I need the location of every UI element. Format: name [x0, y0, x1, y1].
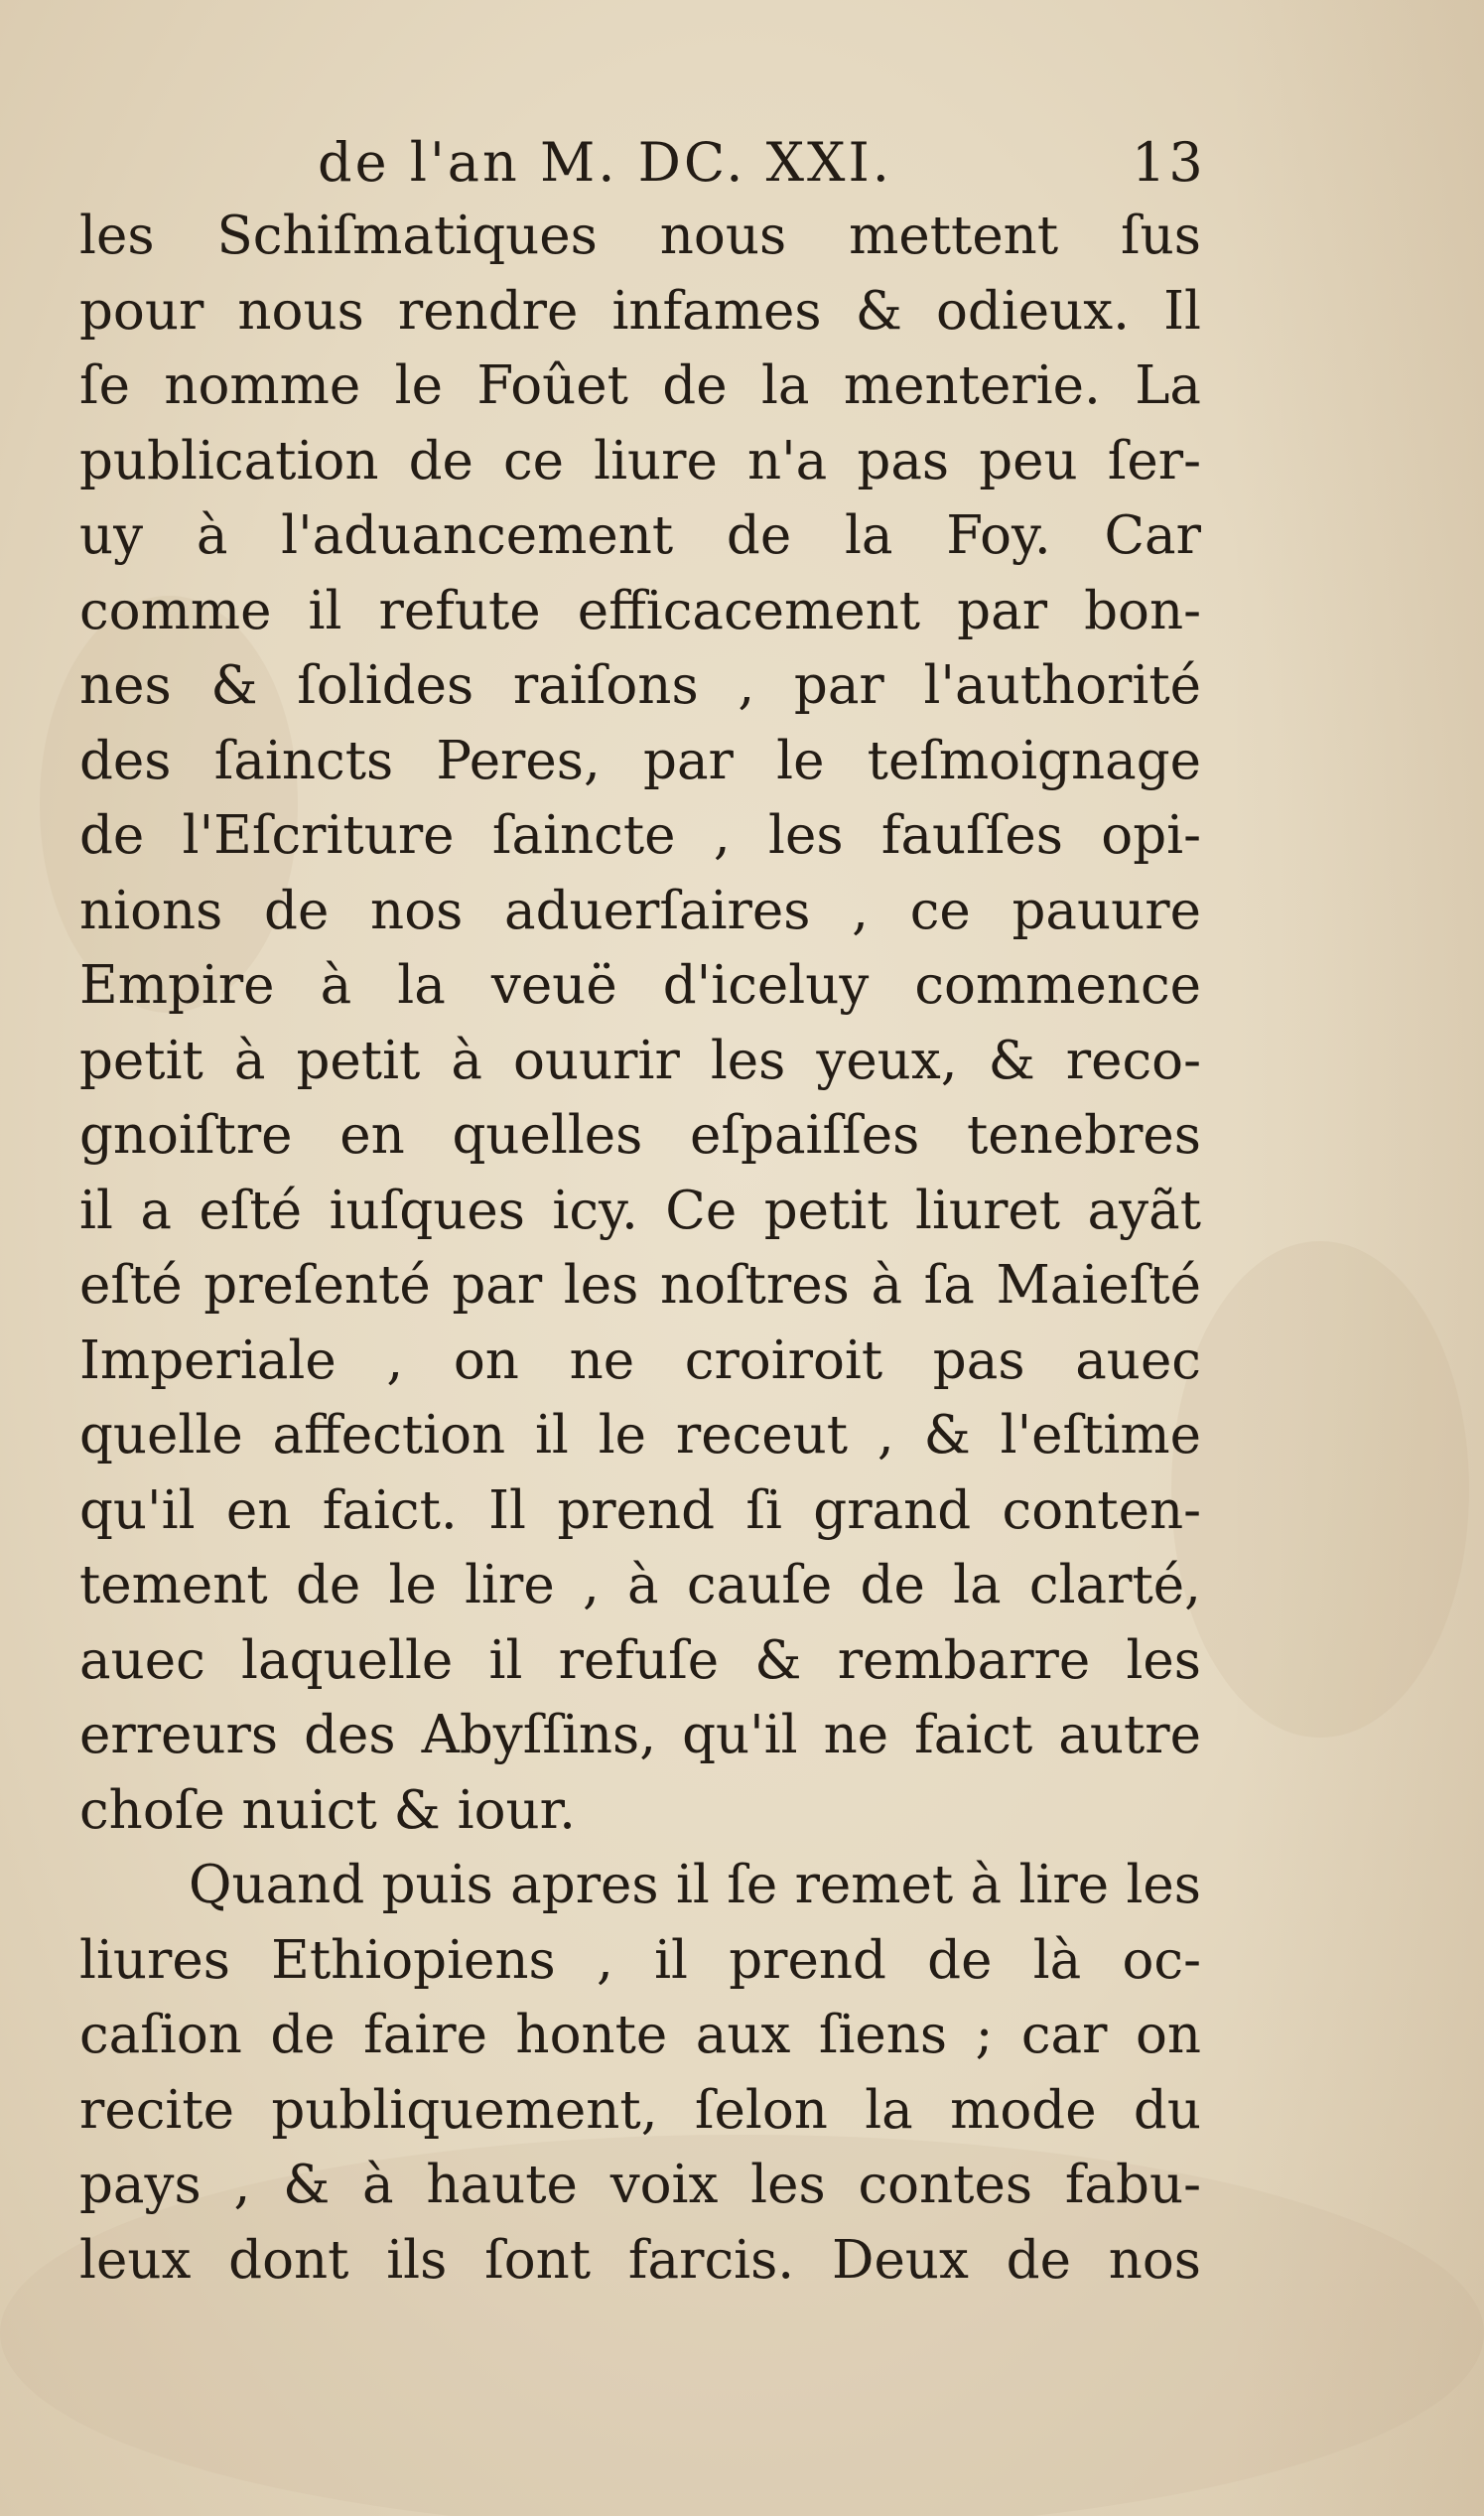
text-line: publication de ce liure n'a pas peu ſer- [79, 430, 1201, 491]
page-edge-shadow [1231, 0, 1484, 2516]
text-line: les Schiſmatiques nous mettent ſus [79, 206, 1201, 266]
page-number: 13 [1132, 131, 1206, 194]
text-line: nions de nos aduerſaires , ce pauure [79, 880, 1201, 941]
text-line: ſe nomme le Foûet de la menterie. La [79, 355, 1201, 416]
text-line: gnoiſtre en quelles eſpaiſſes tenebres [79, 1105, 1201, 1166]
text-line: leux dont ils ſont farcis. Deux de nos [79, 2229, 1201, 2291]
text-line: Empire à la veuë d'iceluy commence [79, 955, 1201, 1016]
text-line: uy à l'aduancement de la Foy. Car [79, 505, 1201, 566]
text-line: eſté preſenté par les noſtres à ſa Maieſté [79, 1255, 1201, 1316]
running-head [318, 125, 1206, 201]
text-line: recite publiquement, ſelon la mode du [79, 2079, 1201, 2141]
text-line: liures Ethiopiens , il prend de là oc- [79, 1929, 1201, 1991]
text-line: de l'Eſcriture ſaincte , les fauſſes opi- [79, 805, 1201, 866]
text-line: qu'il en faict. Il prend ſi grand conten- [79, 1479, 1201, 1541]
text-line: Imperiale , on ne croiroit pas auec [79, 1329, 1201, 1391]
text-line: erreurs des Abyſſins, qu'il ne faict autre [79, 1705, 1201, 1765]
text-line: tement de le lire , à cauſe de la clarté, [79, 1555, 1201, 1615]
text-line: auec laquelle il refuſe & rembarre les [79, 1629, 1201, 1691]
text-line: il a eſté iuſques icy. Ce petit liuret ayãt [79, 1180, 1201, 1241]
text-line: choſe nuict & iour. [79, 1779, 576, 1841]
text-line: pays , & à haute voix les contes fabu- [79, 2155, 1201, 2215]
text-line: quelle affection il le receut , & l'eſtime [79, 1405, 1201, 1466]
text-line: caſion de faire honte aux ſiens ; car on [79, 2005, 1201, 2065]
body-text [79, 199, 1201, 2298]
text-line: petit à petit à ouurir les yeux, & reco- [79, 1030, 1201, 1091]
paper-stain [1171, 1241, 1469, 1738]
text-line: pour nous rendre infames & odieux. Il [79, 280, 1201, 342]
text-line: nes & ſolides raiſons , par l'authorité [79, 655, 1201, 716]
text-line: des ſaincts Peres, par le teſmoignage [79, 730, 1201, 791]
text-line: Quand puis apres il ſe remet à lire les [189, 1855, 1201, 1915]
text-line: comme il refute efficacement par bon- [79, 580, 1201, 641]
paragraph-2 [79, 1848, 1201, 2298]
paragraph-1 [79, 199, 1201, 1848]
running-head-title: de l'an M. DC. XXI. [318, 131, 892, 194]
